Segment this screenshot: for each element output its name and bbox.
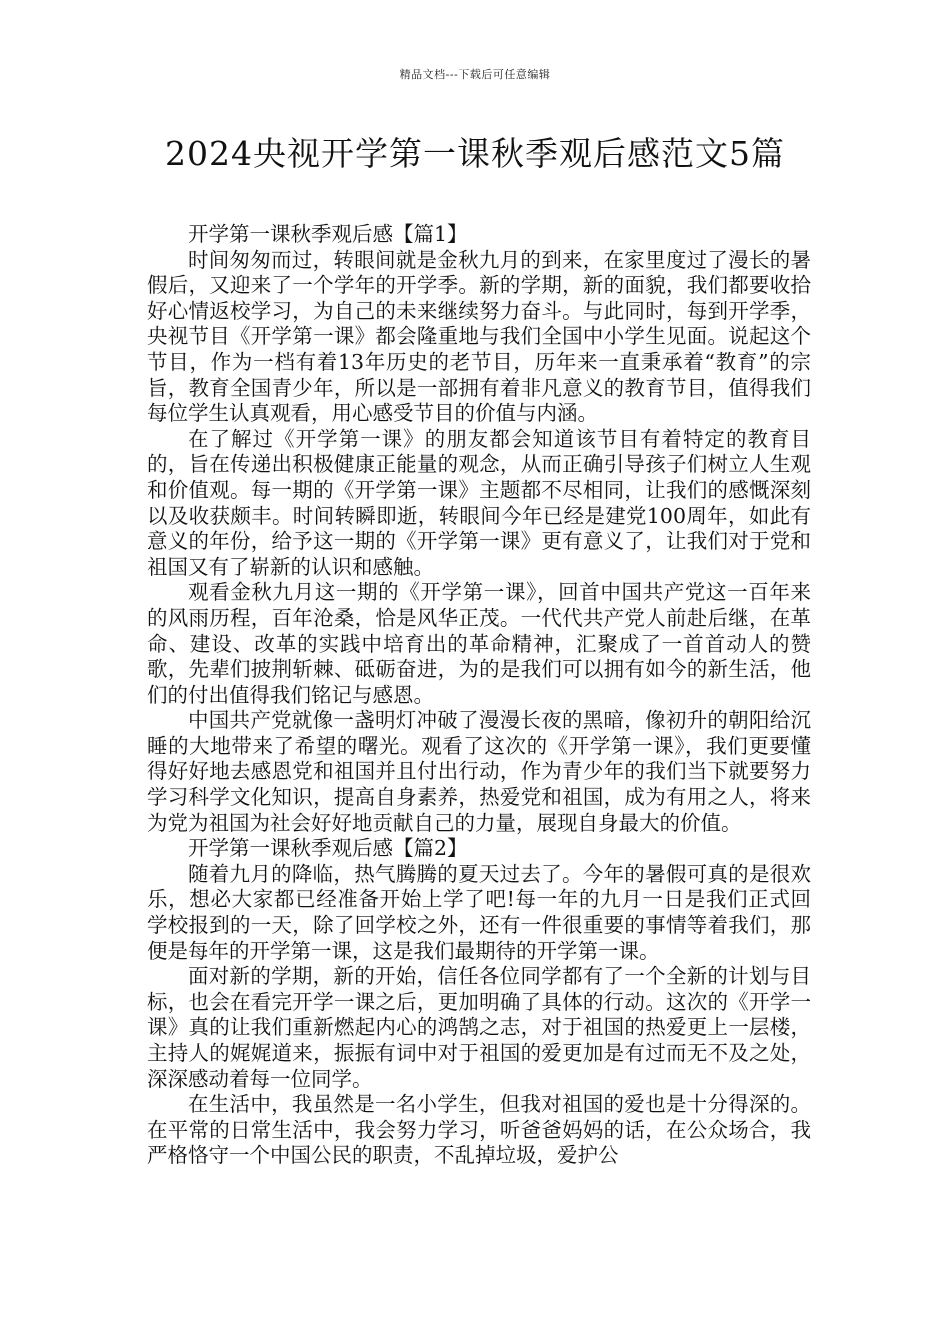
header-note: 精品文档---下载后可任意编辑 xyxy=(399,68,551,81)
paragraph: 面对新的学期，新的开始，信任各位同学都有了一个全新的计划与目标，也会在看完开学一课之后，更加明确了具体的行动。这次的《开学一课》真的让我们重新燃起内心的鸿鹄之志，对于祖国的热爱更上一层楼，主持人的娓娓道来，振振有词中对于祖国的爱更加是有过而无不及之处，深深感动着每一位同学。 xyxy=(147,964,811,1091)
paragraph: 随着九月的降临，热气腾腾的夏天过去了。今年的暑假可真的是很欢乐，想必大家都已经准备开始上学了吧!每一年的九月一日是我们正式回学校报到的一天，除了回学校之外，还有一件很重要的事情等着我们，那便是每年的开学第一课，这是我们最期待的开学第一课。 xyxy=(147,861,811,963)
page-title: 2024央视开学第一课秋季观后感范文5篇 xyxy=(165,134,785,173)
section-heading: 开学第一课秋季观后感【篇2】 xyxy=(188,836,468,861)
document-body xyxy=(147,222,811,1169)
paragraph: 观看金秋九月这一期的《开学第一课》，回首中国共产党这一百年来的风雨历程，百年沧桑，恰是风华正茂。一代代共产党人前赴后继，在革命、建设、改革的实践中培育出的革命精神，汇聚成了一首首动人的赞歌，先辈们披荆斩棘、砥砺奋进，为的是我们可以拥有如今的新生活，他们的付出值得我们铭记与感恩。 xyxy=(147,580,811,707)
paragraph: 在生活中，我虽然是一名小学生，但我对祖国的爱也是十分得深的。在平常的日常生活中，我会努力学习，听爸爸妈妈的话，在公众场合，我严格恪守一个中国公民的职责，不乱掉垃圾，爱护公 xyxy=(147,1092,811,1168)
paragraph: 在了解过《开学第一课》的朋友都会知道该节目有着特定的教育目的，旨在传递出积极健康正能量的观念，从而正确引导孩子们树立人生观和价值观。每一期的《开学第一课》主题都不尽相同，让我们的感慨深刻以及收获颇丰。时间转瞬即逝，转眼间今年已经是建党100周年，如此有意义的年份，给予这一期的《开学第一课》更有意义了，让我们对于党和祖国又有了崭新的认识和感触。 xyxy=(147,426,811,579)
paragraph: 时间匆匆而过，转眼间就是金秋九月的到来，在家里度过了漫长的暑假后，又迎来了一个学年的开学季。新的学期，新的面貌，我们都要收拾好心情返校学习，为自己的未来继续努力奋斗。与此同时，每到开学季，央视节目《开学第一课》都会隆重地与我们全国中小学生见面。说起这个节目，作为一档有着13年历史的老节目，历年来一直秉承着“教育”的宗旨，教育全国青少年，所以是一部拥有着非凡意义的教育节目，值得我们每位学生认真观看，用心感受节目的价值与内涵。 xyxy=(147,247,811,426)
section-heading: 开学第一课秋季观后感【篇1】 xyxy=(188,222,468,246)
paragraph: 中国共产党就像一盏明灯冲破了漫漫长夜的黑暗，像初升的朝阳给沉睡的大地带来了希望的曙光。观看了这次的《开学第一课》，我们更要懂得好好地去感恩党和祖国并且付出行动，作为青少年的我们当下就要努力学习科学文化知识，提高自身素养，热爱党和祖国，成为有用之人，将来为党为祖国为社会好好地贡献自己的力量，展现自身最大的价值。 xyxy=(147,708,811,835)
